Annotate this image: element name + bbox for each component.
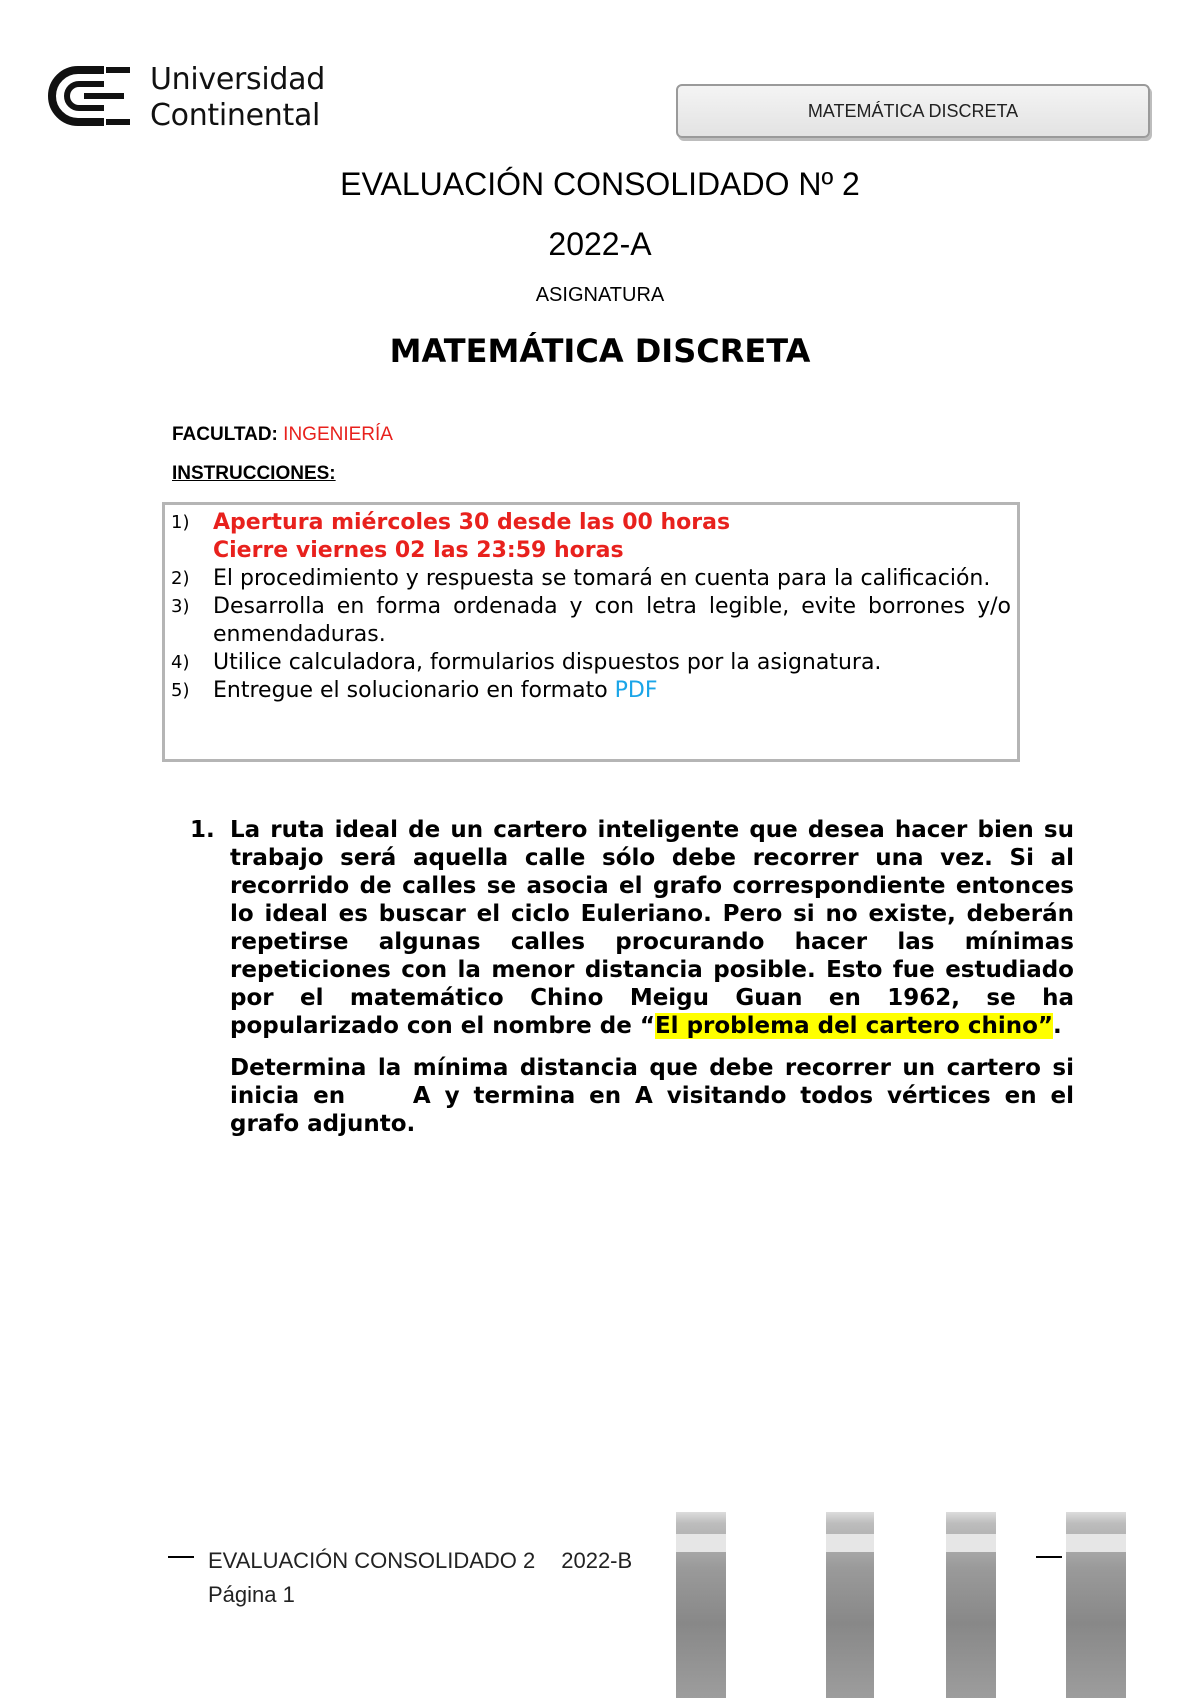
question-task [230, 1054, 1074, 1138]
continental-c-logo-icon [46, 64, 136, 128]
instruction-text: Desarrolla en forma ordenada y con letra legible, evite borrones y/o enmendaduras. [213, 594, 1011, 647]
instruction-item [171, 593, 1011, 649]
instruction-number: 5) [171, 680, 190, 701]
question-number: 1. [190, 817, 215, 843]
footer-decorative-bar [1066, 1512, 1126, 1698]
instruction-number: 1) [171, 512, 190, 533]
instruction-item [171, 565, 1011, 593]
question-body [230, 816, 1074, 1040]
logo-wordmark [150, 62, 325, 134]
instruction-item [171, 649, 1011, 677]
footer-page: Página 1 [208, 1582, 295, 1607]
footer-dash [168, 1556, 194, 1558]
evaluation-title: EVALUACIÓN CONSOLIDADO Nº 2 [340, 166, 860, 202]
footer-text [208, 1544, 632, 1612]
instruction-number: 2) [171, 568, 190, 589]
instruction-number: 3) [171, 596, 190, 617]
instructions-list [171, 509, 1011, 705]
task-text-b: A y termina en A visitando todos vértices en el grafo adjunto. [230, 1083, 1074, 1137]
footer-decorative-bar [946, 1512, 996, 1698]
footer-dash [1036, 1556, 1062, 1558]
facultad-label: FACULTAD: [172, 424, 278, 445]
instruction-item [171, 509, 1011, 565]
question-text: La ruta ideal de un cartero inteligente que desea hacer bien su trabajo será aquella calle sólo debe recorrer una vez. Si al recorrido de calles se asocia el grafo correspondiente entonces lo ideal es buscar el ciclo Euleriano. Pero si no existe, deberán repetirse algunas calles procurando hacer las mínimas repeticiones con la menor distancia posible. Esto fue estudiado por el matemático Chino Meigu Guan en 1962, se ha popularizado con el nombre de “ [230, 817, 1074, 1039]
footer-eval: EVALUACIÓN CONSOLIDADO 2 [208, 1548, 536, 1573]
question-text-tail: . [1053, 1013, 1062, 1039]
instruction-text: Utilice calculadora, formularios dispuestos por la asignatura. [213, 650, 882, 675]
pdf-format-link: PDF [614, 678, 658, 703]
highlighted-term: El problema del cartero chino” [654, 1013, 1053, 1039]
university-logo [46, 62, 366, 132]
period-title: 2022-A [548, 226, 652, 262]
instructions-label: INSTRUCCIONES: [172, 463, 336, 484]
facultad-value: INGENIERÍA [283, 424, 393, 445]
task-text-a: Determina la mínima distancia que debe recorrer un cartero si inicia en [230, 1055, 1074, 1109]
instruction-item [171, 677, 1011, 705]
footer-decorative-bar [676, 1512, 726, 1698]
instruction-text: Entregue el solucionario en formato [213, 678, 615, 703]
facultad-line [172, 424, 393, 446]
course-title: MATEMÁTICA DISCRETA [389, 332, 811, 370]
opening-time: Apertura miércoles 30 desde las 00 horas [213, 510, 731, 535]
logo-line-2: Continental [150, 98, 321, 133]
footer-period: 2022-B [561, 1548, 633, 1573]
asignatura-label: ASIGNATURA [535, 284, 665, 306]
logo-line-1: Universidad [150, 62, 325, 97]
question-1 [190, 816, 1074, 1138]
subject-header-box: MATEMÁTICA DISCRETA [676, 84, 1150, 138]
footer-decorative-bar [826, 1512, 874, 1698]
instruction-text: El procedimiento y respuesta se tomará en cuenta para la calificación. [213, 566, 991, 591]
instructions-box [162, 502, 1020, 762]
closing-time: Cierre viernes 02 las 23:59 horas [213, 538, 624, 563]
instruction-number: 4) [171, 652, 190, 673]
